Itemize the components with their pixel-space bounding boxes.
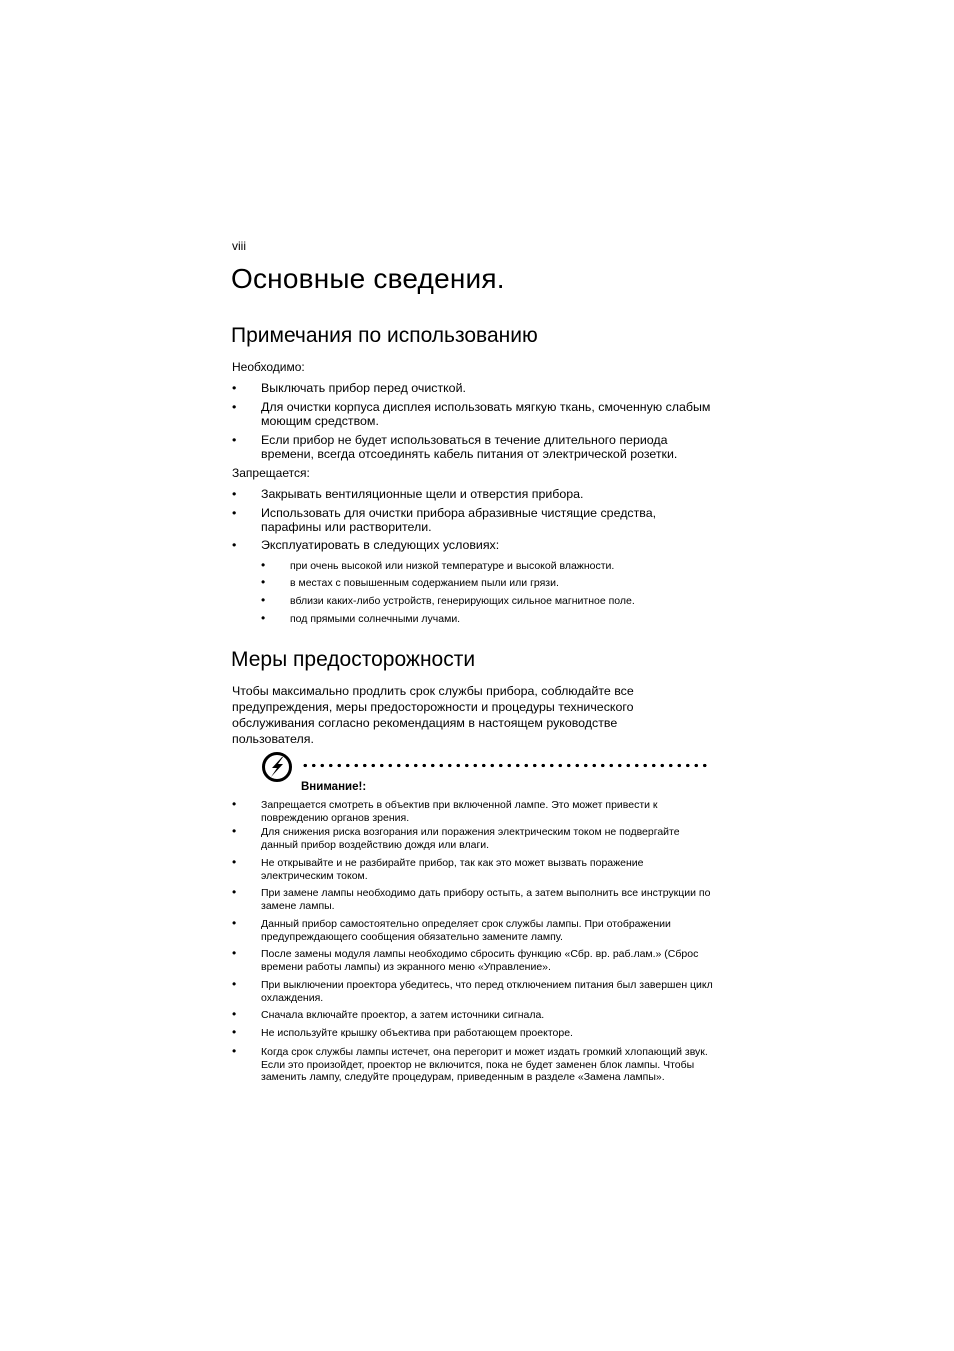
forbidden-label: Запрещается:: [232, 466, 310, 480]
precautions-intro: Чтобы максимально продлить срок службы прибора, соблюдайте все предупреждения, меры предосторожности и процедуры технического обслуживания согласно рекомендациям в настоящем руководстве пользователя.: [232, 684, 634, 746]
bullet-icon: •: [232, 885, 237, 899]
bullet-icon: •: [232, 1044, 237, 1058]
page-number: viii: [232, 239, 246, 253]
usage-notes-heading: Примечания по использованию: [231, 324, 538, 347]
bullet-icon: •: [232, 1025, 237, 1039]
required-label: Необходимо:: [232, 360, 305, 374]
page-title: Основные сведения.: [231, 263, 505, 294]
bullet-icon: •: [232, 400, 237, 414]
bullet-icon: •: [232, 538, 237, 552]
bullet-icon: •: [232, 506, 237, 520]
bullet-icon: •: [232, 433, 237, 447]
bullet-icon: •: [232, 855, 237, 869]
bullet-icon: •: [232, 916, 237, 930]
bullet-icon: •: [261, 558, 266, 572]
bullet-icon: •: [232, 797, 237, 811]
lightning-warning-icon: [261, 751, 293, 783]
warning-title: Внимание!:: [301, 781, 367, 793]
bullet-icon: •: [232, 946, 237, 960]
dotted-separator: [301, 763, 709, 768]
bullet-icon: •: [261, 611, 266, 625]
bullet-icon: •: [232, 381, 237, 395]
bullet-icon: •: [232, 487, 237, 501]
bullet-icon: •: [261, 575, 266, 589]
bullet-icon: •: [232, 977, 237, 991]
precautions-heading: Меры предосторожности: [231, 648, 476, 671]
bullet-icon: •: [232, 1007, 237, 1021]
bullet-icon: •: [232, 824, 237, 838]
bullet-icon: •: [261, 593, 266, 607]
